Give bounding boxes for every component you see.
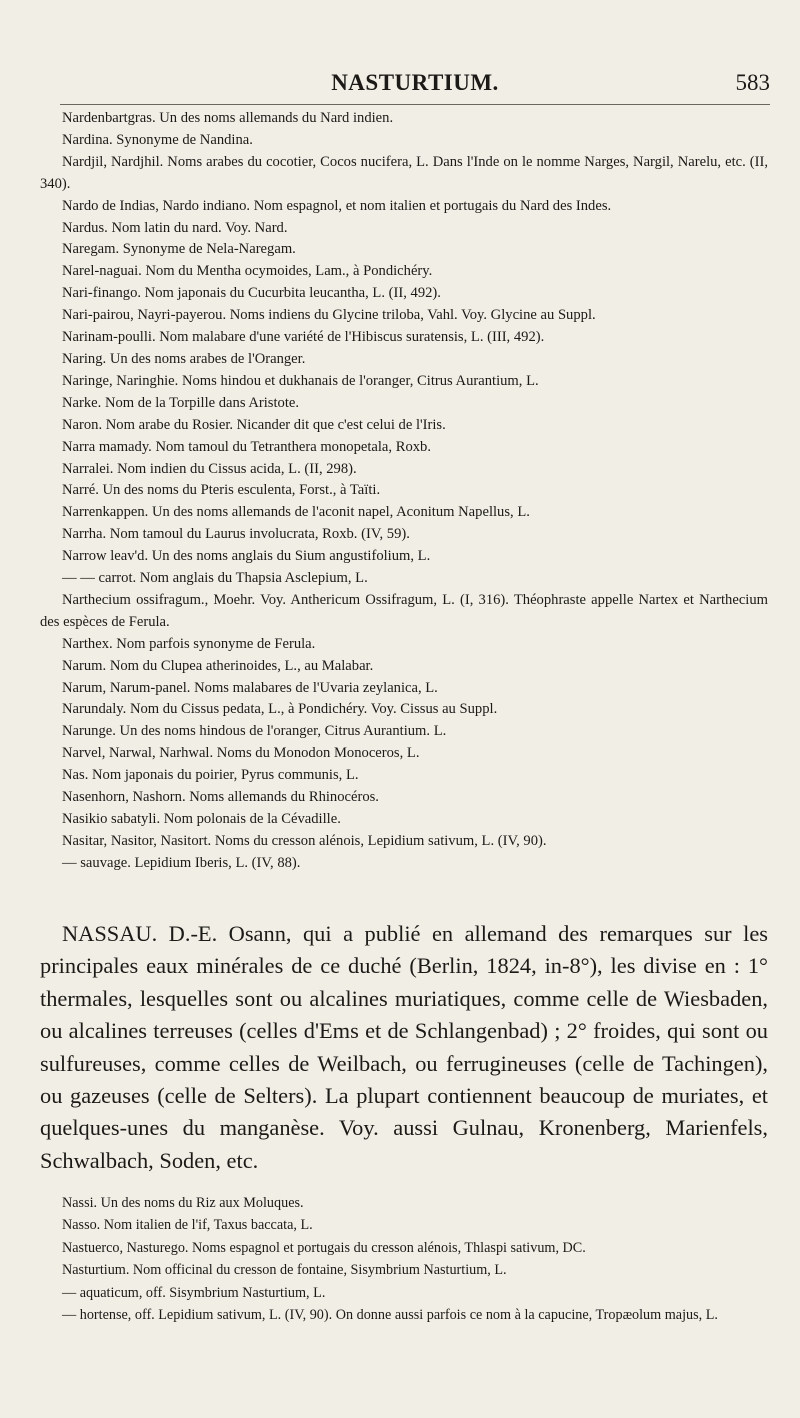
dictionary-subentry: — — carrot. Nom anglais du Thapsia Asclepium, L. [62, 570, 368, 587]
dictionary-entry: Nari-finango. Nom japonais du Cucurbita leucantha, L. (II, 492). [62, 285, 441, 302]
dictionary-subentry: — aquaticum, off. Sisymbrium Nasturtium, L. [62, 1284, 326, 1301]
dictionary-entry: Nassi. Un des noms du Riz aux Moluques. [62, 1195, 304, 1211]
dictionary-entry: Naring. Un des noms arabes de l'Oranger. [62, 350, 306, 367]
main-entry-nassau [40, 918, 768, 1177]
running-header [60, 70, 770, 104]
dictionary-subentry: — hortense, off. Lepidium sativum, L. (IV, 90). On donne aussi parfois ce nom à la capucine, Tropæolum majus, L. [62, 1307, 718, 1324]
dictionary-entry: Narrenkappen. Un des noms allemands de l'aconit napel, Aconitum Napellus, L. [62, 504, 530, 521]
dictionary-entry: Narthex. Nom parfois synonyme de Ferula. [62, 635, 316, 652]
dictionary-entry: Nasturtium. Nom officinal du cresson de fontaine, Sisymbrium Nasturtium, L. [62, 1262, 507, 1279]
dictionary-entry: Narum, Narum-panel. Noms malabares de l'Uvaria zeylanica, L. [62, 679, 438, 696]
entries-bottom [40, 1192, 768, 1326]
header-rule [60, 104, 770, 105]
dictionary-entry: Narum. Nom du Clupea atherinoides, L., au Malabar. [62, 657, 374, 674]
dictionary-entry: Nasso. Nom italien de l'if, Taxus baccata, L. [62, 1217, 313, 1234]
dictionary-entry: Narunge. Un des noms hindous de l'oranger, Citrus Aurantium. L. [62, 723, 447, 740]
dictionary-entry: Nardjil, Nardjhil. Noms arabes du cocotier, Cocos nucifera, L. Dans l'Inde on le nomme Narges, Nargil, Narelu, etc. (II, 340). [40, 153, 768, 192]
dictionary-entry: Nastuerco, Nasturego. Noms espagnol et portugais du cresson alénois, Thlaspi sativum, DC. [62, 1239, 586, 1256]
dictionary-entry: Narvel, Narwal, Narhwal. Noms du Monodon Monoceros, L. [62, 745, 420, 762]
page-title: NASTURTIUM. [331, 70, 499, 95]
dictionary-entry: Nardus. Nom latin du nard. Voy. Nard. [62, 219, 288, 236]
dictionary-entry: Nasitar, Nasitor, Nasitort. Noms du cresson alénois, Lepidium sativum, L. (IV, 90). [62, 832, 547, 849]
dictionary-entry: Nari-pairou, Nayri-payerou. Noms indiens du Glycine triloba, Vahl. Voy. Glycine au Suppl. [62, 307, 596, 324]
dictionary-entry: Nasenhorn, Nashorn. Noms allemands du Rhinocéros. [62, 789, 379, 806]
dictionary-entry: Naringe, Naringhie. Noms hindou et dukhanais de l'oranger, Citrus Aurantium, L. [62, 372, 539, 389]
dictionary-entry: Narrha. Nom tamoul du Laurus involucrata, Roxb. (IV, 59). [62, 526, 410, 543]
dictionary-entry: Narke. Nom de la Torpille dans Aristote. [62, 394, 300, 411]
dictionary-entry: Narinam-poulli. Nom malabare d'une variété de l'Hibiscus suratensis, L. (III, 492). [62, 329, 545, 346]
dictionary-entry: Nasikio sabatyli. Nom polonais de la Cévadille. [62, 811, 341, 827]
page-number: 583 [735, 70, 770, 95]
dictionary-entry: Narra mamady. Nom tamoul du Tetranthera monopetala, Roxb. [62, 438, 431, 455]
dictionary-entry: Naron. Nom arabe du Rosier. Nicander dit que c'est celui de l'Iris. [62, 416, 446, 433]
entries-top [40, 108, 768, 875]
dictionary-entry: Narrow leav'd. Un des noms anglais du Sium angustifolium, L. [62, 548, 431, 565]
dictionary-entry: Nas. Nom japonais du poirier, Pyrus communis, L. [62, 767, 359, 784]
dictionary-entry: Naregam. Synonyme de Nela-Naregam. [62, 241, 296, 258]
dictionary-subentry: — sauvage. Lepidium Iberis, L. (IV, 88). [62, 854, 301, 871]
dictionary-entry: Nardo de Indias, Nardo indiano. Nom espagnol, et nom italien et portugais du Nard des Indes. [62, 197, 612, 214]
dictionary-entry: Narundaly. Nom du Cissus pedata, L., à Pondichéry. Voy. Cissus au Suppl. [62, 701, 498, 718]
dictionary-entry: Narralei. Nom indien du Cissus acida, L. (II, 298). [62, 460, 357, 477]
dictionary-entry: Narré. Un des noms du Pteris esculenta, Forst., à Taïti. [62, 482, 381, 499]
dictionary-entry: Narthecium ossifragum., Moehr. Voy. Anthericum Ossifragum, L. (I, 316). Théophraste appelle Nartex et Narthecium des espèces de Ferula. [40, 591, 768, 630]
main-entry-text: NASSAU. D.-E. Osann, qui a publié en allemand des remarques sur les principales eaux minérales de ce duché (Berlin, 1824, in-8°), les divise en : 1° thermales, lesquelles sont ou alcalines muriatiques, comme celle de Wiesbaden, ou alcalines terreuses (celles d'Ems et de Schlangenbad) ; 2° froides, qui sont ou sulfureuses, comme celles de Weilbach, ou ferrugineuses (celle de Tachingen), ou gazeuses (celle de Selters). La plupart contiennent beaucoup de muriates, et quelques-unes du manganèse. Voy. aussi Gulnau, Kronenberg, Marienfels, Schwalbach, Soden, etc. [40, 921, 768, 1173]
dictionary-entry: Nardina. Synonyme de Nandina. [62, 131, 253, 148]
dictionary-entry: Narel-naguai. Nom du Mentha ocymoides, Lam., à Pondichéry. [62, 263, 433, 280]
dictionary-entry: Nardenbartgras. Un des noms allemands du Nard indien. [62, 110, 394, 126]
